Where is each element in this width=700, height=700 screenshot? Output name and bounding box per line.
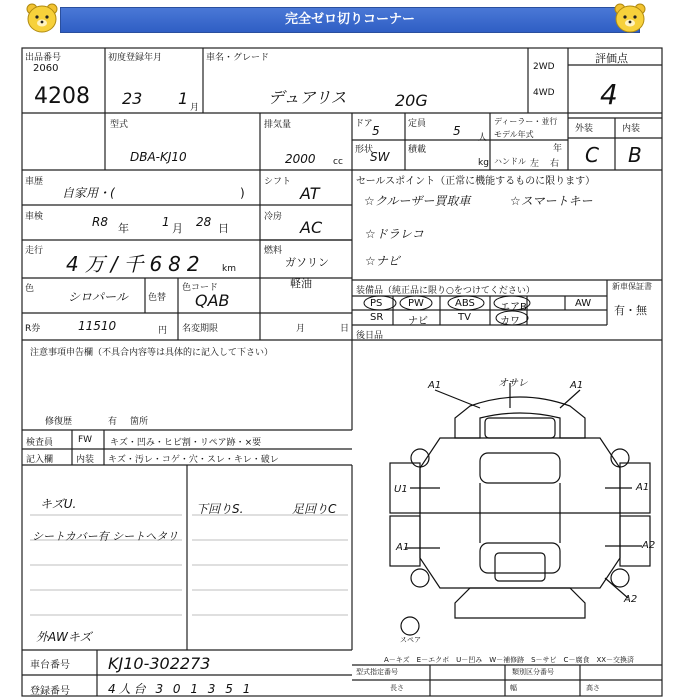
mileage-label: 走行 xyxy=(25,246,44,256)
fuel-value-gasoline: ガソリン xyxy=(285,256,329,269)
dealer-label: ディーラー・並行 xyxy=(494,117,558,126)
displacement-label: 排気量 xyxy=(264,120,292,130)
load-label: 積載 xyxy=(408,145,427,155)
warranty-value: 有・無 xyxy=(614,304,647,317)
equipment-airbag: エアB xyxy=(500,302,527,313)
shift-value: AT xyxy=(300,184,320,203)
damage-mark: A1 xyxy=(396,542,410,553)
km-unit: km xyxy=(222,264,236,274)
equipment-circle-marks xyxy=(352,293,612,329)
new-warranty-label: 新車保証書 xyxy=(612,282,652,291)
equipment-navi: ナビ xyxy=(408,316,428,327)
model-year-label: モデル年式 xyxy=(494,130,534,139)
length-label: 長さ xyxy=(390,684,404,692)
capacity-label: 定員 xyxy=(408,119,427,129)
spare-label: スペア xyxy=(400,636,421,644)
equipment-leather: カワ xyxy=(500,316,520,327)
drive-4wd: 4WD xyxy=(533,88,555,98)
shift-label: シフト xyxy=(264,177,292,187)
car-name: デュアリス xyxy=(268,88,347,107)
color-value: シロパール xyxy=(68,290,128,304)
car-damage-diagram xyxy=(380,378,660,660)
note-suspension: 足回りC xyxy=(292,502,337,516)
shape-label: 形状 xyxy=(355,145,374,155)
person-unit: 人 xyxy=(478,133,488,143)
color-code-value: QAB xyxy=(195,291,230,310)
exterior-grade: C xyxy=(585,143,599,167)
color-label: 色 xyxy=(25,284,35,294)
registration-label: 登録番号 xyxy=(30,686,70,697)
cc-unit: cc xyxy=(333,157,343,167)
first-reg-label: 初度登録年月 xyxy=(108,53,163,63)
fw-label: FW xyxy=(78,435,93,445)
repair-label: 修復歴 xyxy=(45,417,73,427)
year-unit: 年 xyxy=(553,144,563,154)
damage-mark: A2 xyxy=(624,594,638,605)
damage-mark: A1 xyxy=(428,380,442,391)
first-reg-month: 1 xyxy=(178,89,189,108)
equipment-ps: PS xyxy=(370,298,383,309)
note-scratch: キズU. xyxy=(40,497,77,511)
chassis-label: 車台番号 xyxy=(30,660,70,671)
equipment-label: 装備品（純正品に限り○をつけてください） xyxy=(356,286,535,296)
sales-point-item: ☆ドラレコ xyxy=(365,227,424,241)
insp-month: 1 xyxy=(162,215,170,229)
first-reg-year: 23 xyxy=(122,89,143,108)
equipment-aw: AW xyxy=(575,298,592,309)
displacement-value: 2000 xyxy=(285,152,316,166)
damage-mark: A1 xyxy=(636,482,650,493)
height-label: 高さ xyxy=(586,684,600,692)
aircon-value: AC xyxy=(300,218,323,237)
yen-unit: 円 xyxy=(158,326,168,336)
fuel-value-diesel: 軽油 xyxy=(290,277,312,290)
recycle-value: 11510 xyxy=(78,319,117,333)
damage-mark: A2 xyxy=(642,540,656,551)
banner-title: 完全ゼロ切りコーナー xyxy=(60,7,640,33)
doors-value: 5 xyxy=(372,124,380,138)
equipment-tv: TV xyxy=(458,312,471,323)
insp-month-unit: 月 xyxy=(172,222,183,235)
damage-mark: A1 xyxy=(570,380,584,391)
interior-items: キズ・汚レ・コゲ・穴・スレ・キレ・破レ xyxy=(108,455,279,465)
note-underbody: 下回りS. xyxy=(196,502,244,516)
category-label: 類別区分番号 xyxy=(512,668,554,676)
sales-point-item: ☆ナビ xyxy=(365,254,400,268)
model-label: 型式 xyxy=(110,120,129,130)
registration-value: 4人台 3 0 1 3 5 1 xyxy=(108,682,254,696)
handle-right: 右 xyxy=(550,159,560,169)
handle-label: ハンドル xyxy=(494,157,526,166)
rear-seat-label: 後日品 xyxy=(356,331,384,341)
repair-value: 有 xyxy=(108,417,118,427)
interior-grade: B xyxy=(628,143,642,167)
car-grade: 20G xyxy=(395,91,428,110)
damage-mark: U1 xyxy=(394,484,408,495)
insp-day: 28 xyxy=(196,215,212,229)
day-label: 日 xyxy=(340,324,350,334)
width-label: 幅 xyxy=(510,684,517,692)
sales-point-item: ☆クルーザー買取車 xyxy=(364,194,471,208)
shape-value: SW xyxy=(370,150,390,164)
interior-items-label: 内装 xyxy=(76,455,95,465)
interior-label: 内装 xyxy=(622,124,641,134)
venue-code: 2060 xyxy=(33,63,59,74)
handle-left: 左 xyxy=(530,159,540,169)
aircon-label: 冷房 xyxy=(264,212,283,222)
cert-label: 型式指定番号 xyxy=(356,668,398,676)
name-grade-label: 車名・グレード xyxy=(206,53,270,63)
equipment-sr: SR xyxy=(370,312,384,323)
name-change-label: 名変期限 xyxy=(182,324,219,334)
history-label: 車歴 xyxy=(25,177,44,187)
insp-day-unit: 日 xyxy=(218,222,229,235)
equipment-pw: PW xyxy=(408,298,424,309)
color-change-label: 色替 xyxy=(148,293,167,303)
lot-label: 出品番号 xyxy=(25,53,62,63)
equipment-abs: ABS xyxy=(455,298,475,309)
notes-label: 注意事項申告欄（不具合内容等は具体的に記入して下さい） xyxy=(30,348,274,358)
chassis-value: KJ10-302273 xyxy=(108,654,211,673)
sales-points-label: セールスポイント（正常に機能するものに限ります） xyxy=(356,176,596,187)
sales-point-item: ☆スマートキー xyxy=(510,194,593,208)
note-seat-cover: シートカバー有 シートヘタリ xyxy=(32,530,179,543)
model-value: DBA-KJ10 xyxy=(130,150,187,164)
month-label: 月 xyxy=(296,324,306,334)
eval-score: 4 xyxy=(600,78,618,111)
exterior-label: 外装 xyxy=(575,124,594,134)
repair-place: 箇所 xyxy=(130,417,149,427)
fuel-label: 燃料 xyxy=(264,246,283,256)
note-aw-scratch: 外AWキズ xyxy=(36,630,92,644)
color-code-label: 色コード xyxy=(182,283,219,293)
inspection-label: 車検 xyxy=(25,212,44,222)
damage-legend: A－キズ E－エクボ U－凹み W－補修跡 S－サビ C－腐食 XX－交換済 xyxy=(384,656,635,664)
insp-era: R8 xyxy=(92,215,108,229)
recycle-label: R券 xyxy=(25,324,41,334)
history-close: ) xyxy=(240,186,245,200)
damage-mark: オサレ xyxy=(498,378,528,389)
inspector-label: 検査員 xyxy=(26,438,54,448)
fw-items: キズ・凹み・ヒビ割・リペア跡・×要 xyxy=(110,438,262,448)
doors-label: ドア xyxy=(355,119,373,129)
drive-2wd: 2WD xyxy=(533,62,555,72)
history-value: 自家用・( xyxy=(62,186,115,200)
eval-label: 評価点 xyxy=(595,52,628,65)
entry-label: 記入欄 xyxy=(26,455,54,465)
lot-number: 4208 xyxy=(34,84,90,109)
first-reg-month-unit: 月 xyxy=(190,103,200,113)
capacity-value: 5 xyxy=(453,124,461,138)
insp-year-unit: 年 xyxy=(118,222,129,235)
kg-unit: kg xyxy=(478,158,489,168)
mileage-value: 4万/千682 xyxy=(66,252,206,276)
